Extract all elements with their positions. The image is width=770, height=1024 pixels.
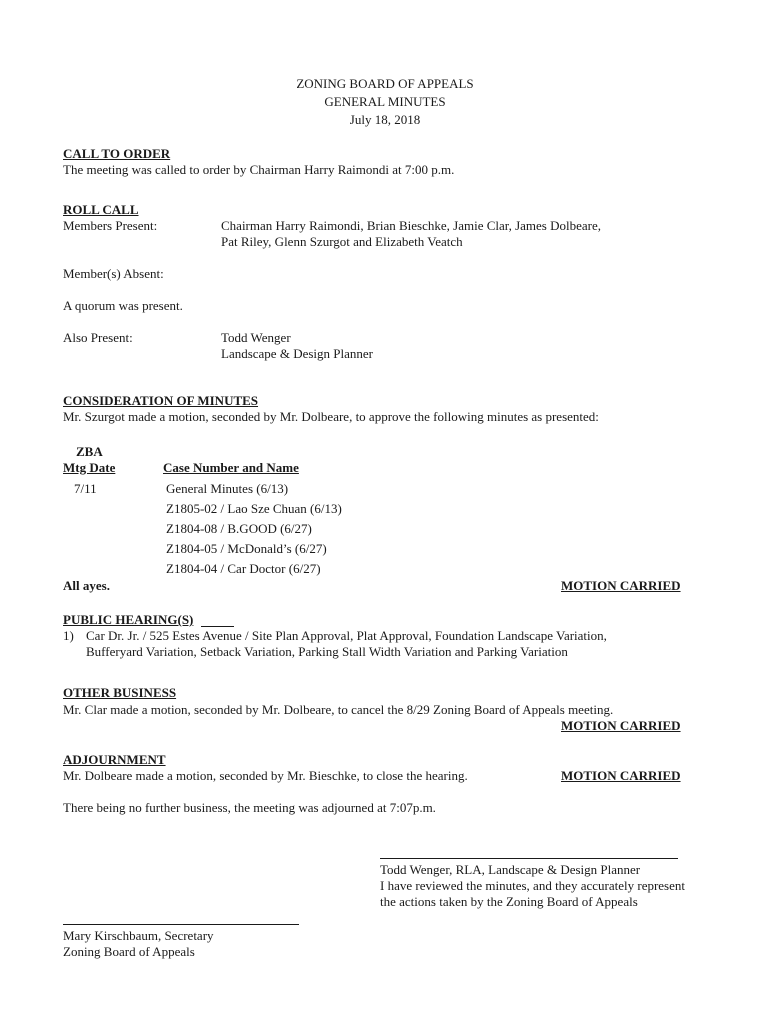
hearing-item-text: Bufferyard Variation, Setback Variation, Parking Stall Width Variation and Parking Variation [86,644,568,659]
quorum-text: A quorum was present. [63,298,183,313]
mtg-date-value: 7/11 [74,481,97,496]
motion-carried-label: MOTION CARRIED [561,578,681,593]
roll-call-heading: ROLL CALL [63,202,139,217]
case-item: Z1804-08 / B.GOOD (6/27) [166,521,312,536]
members-present-label: Members Present: [63,218,158,233]
heading-underline [201,626,234,627]
members-present-line: Pat Riley, Glenn Szurgot and Elizabeth Veatch [221,234,463,249]
column-header-zba: ZBA [76,444,103,459]
case-item: Z1804-04 / Car Doctor (6/27) [166,561,321,576]
case-item: General Minutes (6/13) [166,481,289,496]
minutes-heading: CONSIDERATION OF MINUTES [63,393,259,408]
motion-carried-label: MOTION CARRIED [561,718,681,733]
planner-signature-name: Todd Wenger, RLA, Landscape & Design Planner [380,862,641,877]
closing-text: There being no further business, the meeting was adjourned at 7:07p.m. [63,800,436,815]
column-header-mtg-date: Mtg Date [63,460,116,475]
hearing-item-number: 1) [63,628,74,643]
column-header-case: Case Number and Name [163,460,299,475]
other-business-text: Mr. Clar made a motion, seconded by Mr. Dolbeare, to cancel the 8/29 Zoning Board of Appeals meeting. [63,702,614,717]
case-item: Z1804-05 / McDonald’s (6/27) [166,541,327,556]
members-absent-label: Member(s) Absent: [63,266,164,281]
public-hearing-heading: PUBLIC HEARING(S) [63,612,194,627]
planner-attestation: I have reviewed the minutes, and they accurately represent [380,878,685,893]
motion-carried-label: MOTION CARRIED [561,768,681,783]
call-to-order-text: The meeting was called to order by Chairman Harry Raimondi at 7:00 p.m. [63,162,455,177]
call-to-order-heading: CALL TO ORDER [63,146,171,161]
vote-result: All ayes. [63,578,110,593]
document-title: GENERAL MINUTES [324,94,446,109]
secretary-board: Zoning Board of Appeals [63,944,195,959]
other-business-heading: OTHER BUSINESS [63,685,177,700]
secretary-signature-line [63,924,299,925]
hearing-item-text: Car Dr. Jr. / 525 Estes Avenue / Site Plan Approval, Plat Approval, Foundation Landscape Variation, [86,628,607,643]
also-present-title: Landscape & Design Planner [221,346,373,361]
secretary-signature-name: Mary Kirschbaum, Secretary [63,928,214,943]
minutes-motion: Mr. Szurgot made a motion, seconded by Mr. Dolbeare, to approve the following minutes as presented: [63,409,599,424]
adjournment-text: Mr. Dolbeare made a motion, seconded by Mr. Bieschke, to close the hearing. [63,768,468,783]
members-present-line: Chairman Harry Raimondi, Brian Bieschke, Jamie Clar, James Dolbeare, [221,218,601,233]
case-item: Z1805-02 / Lao Sze Chuan (6/13) [166,501,342,516]
meeting-date: July 18, 2018 [349,112,421,127]
also-present-name: Todd Wenger [221,330,291,345]
also-present-label: Also Present: [63,330,133,345]
planner-signature-line [380,858,678,859]
planner-attestation: the actions taken by the Zoning Board of Appeals [380,894,638,909]
adjournment-heading: ADJOURNMENT [63,752,166,767]
board-title: ZONING BOARD OF APPEALS [296,76,474,91]
